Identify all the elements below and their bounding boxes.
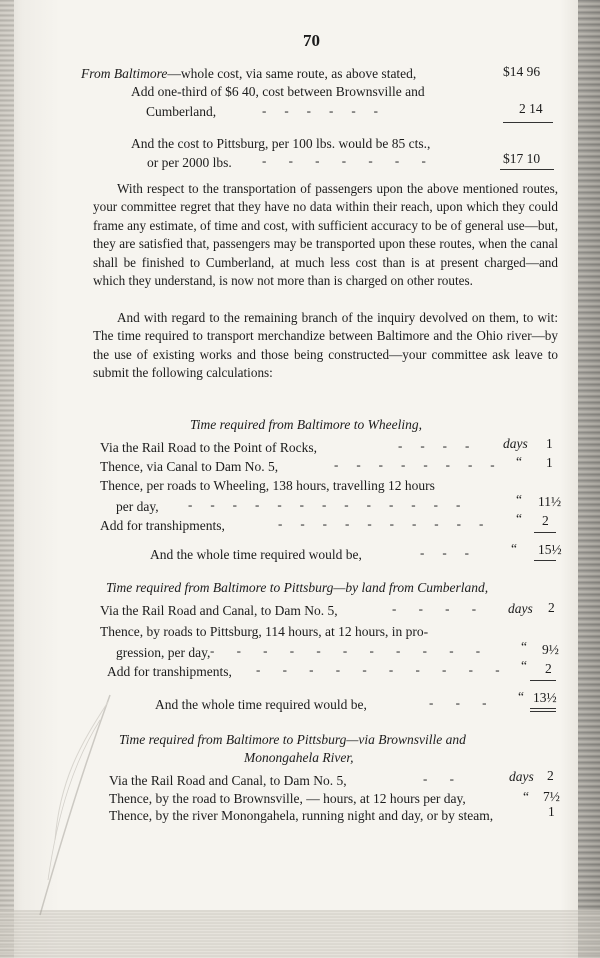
sum-rule: [503, 122, 553, 123]
total-value: 15½: [538, 542, 562, 557]
sum-rule: [530, 680, 556, 681]
table-row: Add for transhipments,: [107, 664, 232, 679]
row-value: 1: [546, 455, 553, 470]
ditto-mark: “: [516, 511, 522, 526]
total-rule: [534, 560, 556, 561]
table-row: Thence, by roads to Pittsburg, 114 hours, at 12 hours, in pro-: [100, 624, 429, 639]
leader-dashes: - - - - - - - - - - - - -: [188, 497, 462, 512]
paragraph-inquiry: And with regard to the remaining branch of the inquiry devolved on them, to wit: The time required to transport merchandize between Baltimore and the Ohio river—by the use of existing works and those being constructed—your committee ask leave to submit the following calculations:: [93, 310, 558, 381]
row-value: 1: [546, 436, 553, 451]
cost-line-1-text: —whole cost, via same route, as above stated,: [167, 66, 417, 81]
table-row: Thence, by the river Monongahela, running night and day, or by steam,: [109, 808, 494, 823]
total-value: 13½: [533, 690, 557, 705]
cost-line-1-label: From Baltimore: [81, 66, 168, 81]
table-row: Thence, by the road to Brownsville, — hours, at 12 hours per day,: [109, 791, 466, 806]
table-row: Via the Rail Road to the Point of Rocks,: [100, 440, 318, 455]
total-rule: [530, 708, 556, 709]
row-value: 2: [545, 661, 552, 676]
leader-dashes: - - - - - - -: [262, 153, 427, 168]
row-value: 11½: [538, 494, 562, 509]
unit-label: days: [503, 436, 528, 451]
ditto-mark: “: [511, 541, 517, 556]
cost-line-3: Cumberland,: [146, 104, 217, 119]
ditto-mark: “: [516, 492, 522, 507]
leader-dashes: - -: [423, 771, 455, 786]
unit-label: days: [508, 601, 533, 616]
table-row: Via the Rail Road and Canal, to Dam No. 5,: [100, 603, 338, 618]
cost-line-4: And the cost to Pittsburg, per 100 lbs. would be 85 cts.,: [131, 136, 431, 151]
ditto-mark: “: [516, 454, 522, 469]
leader-dashes: - - - -: [392, 601, 478, 616]
table-row: Thence, via Canal to Dam No. 5,: [100, 459, 279, 474]
cost-line-5: or per 2000 lbs.: [147, 155, 232, 170]
ditto-mark: “: [521, 658, 527, 673]
sum-rule: [534, 532, 556, 533]
total-rule: [530, 711, 556, 712]
table-total: And the whole time required would be,: [155, 697, 367, 712]
unit-label: days: [509, 769, 534, 784]
leader-dashes: - - - - - - - - - -: [256, 662, 501, 677]
total-rule: [500, 169, 554, 170]
leader-dashes: - - -: [429, 695, 488, 710]
row-value: 2: [542, 513, 549, 528]
leader-dashes: - - - - - - - - - - -: [210, 643, 482, 658]
ditto-mark: “: [523, 789, 529, 804]
table-row: gression, per day,: [116, 645, 211, 660]
cost-line-1: [81, 66, 416, 82]
table-heading-pittsburg-land: Time required from Baltimore to Pittsburg—by land from Cumberland,: [106, 580, 489, 595]
leader-dashes: - - - - - - - - - -: [278, 516, 485, 531]
table-row: per day,: [116, 499, 159, 514]
table-total: And the whole time required would be,: [150, 547, 362, 562]
row-value: 2: [547, 768, 554, 783]
leader-dashes: - - - - - -: [262, 103, 379, 118]
table-row: Add for transhipments,: [100, 518, 225, 533]
ditto-mark: “: [521, 639, 527, 654]
page-number: 70: [303, 31, 320, 50]
leader-dashes: - - -: [420, 545, 470, 560]
row-value: 2: [548, 600, 555, 615]
table-heading-pittsburg-river: Time required from Baltimore to Pittsburg—via Brownsville and: [119, 732, 466, 747]
table-row: Thence, per roads to Wheeling, 138 hours, travelling 12 hours: [100, 478, 435, 493]
table-row: Via the Rail Road and Canal, to Dam No. 5,: [109, 773, 347, 788]
row-value: 9½: [542, 642, 559, 657]
cost-line-5-value: $17 10: [503, 151, 541, 166]
leader-dashes: - - - - - - - -: [334, 457, 496, 472]
row-value: 1: [548, 804, 555, 819]
table-heading-pittsburg-river-2: Monongahela River,: [244, 750, 354, 765]
leader-dashes: - - - -: [398, 438, 471, 453]
row-value: 7½: [543, 789, 560, 804]
cost-line-2: Add one-third of $6 40, cost between Brownsville and: [131, 84, 425, 99]
cost-line-1-value: $14 96: [503, 64, 541, 79]
ditto-mark: “: [518, 689, 524, 704]
table-heading-wheeling: Time required from Baltimore to Wheeling,: [190, 417, 422, 432]
cost-line-3-value: 2 14: [519, 101, 543, 116]
paragraph-passengers: With respect to the transportation of passengers upon the above mentioned routes, your committee regret that they have no data within their reach, upon which they could frame any estimate, of time and cost, with sufficient accuracy to be of general use—but, they are satisfied that, passengers may be transported upon these routes, when the canal shall be finished to Cumberland, at much less cost than is at present charged—and which they understand, is now not more than is charged on other routes.: [93, 181, 558, 289]
